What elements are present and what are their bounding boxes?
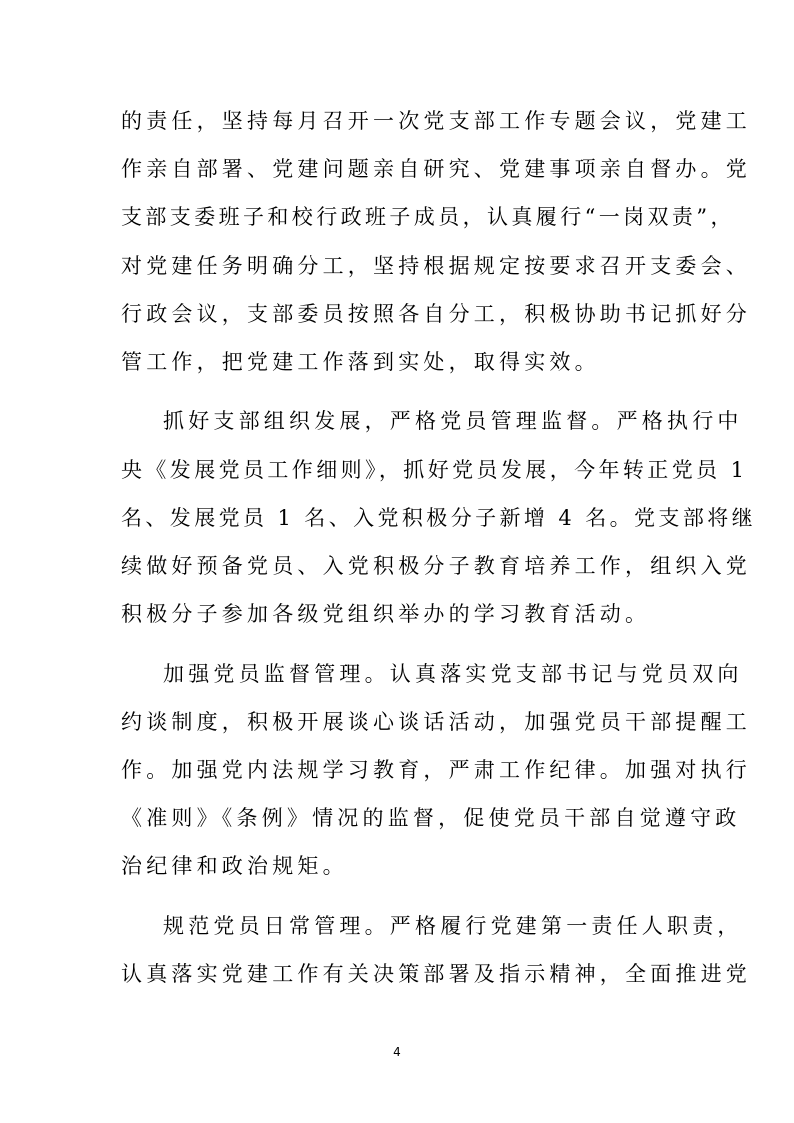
paragraph-1-line-3 bbox=[0, 202, 794, 232]
page-number: 4 bbox=[393, 1045, 401, 1059]
text-line: 续做好预备党员、入党积极分子教育培养工作，组织入党 bbox=[121, 554, 751, 578]
text-line: 认真落实党建工作有关决策部署及指示精神，全面推进党 bbox=[121, 962, 751, 986]
text-line: 的责任，坚持每月召开一次党支部工作专题会议，党建工 bbox=[121, 109, 751, 133]
text-line: 名、发展党员 1 名、入党积极分子新增 4 名。党支部将继 bbox=[121, 506, 757, 530]
paragraph-1-line-6 bbox=[0, 347, 794, 377]
text-line: 约谈制度，积极开展谈心谈话活动，加强党员干部提醒工 bbox=[121, 710, 751, 734]
text-line: 规范党员日常管理。严格履行党建第一责任人职责， bbox=[163, 914, 743, 938]
text-line: 行政会议，支部委员按照各自分工，积极协助书记抓好分 bbox=[121, 302, 751, 326]
paragraph-1-line-1 bbox=[0, 106, 794, 136]
paragraph-3-line-5 bbox=[0, 851, 794, 881]
paragraph-2-line-1 bbox=[0, 406, 794, 436]
text-line: 抓好支部组织发展，严格党员管理监督。严格执行中 bbox=[163, 409, 743, 433]
paragraph-4-line-1 bbox=[0, 911, 794, 941]
paragraph-2-line-4 bbox=[0, 551, 794, 581]
text-line: 作。加强党内法规学习教育，严肃工作纪律。加强对执行 bbox=[121, 758, 751, 782]
paragraph-1-line-4 bbox=[0, 251, 794, 281]
text-line: 加强党员监督管理。认真落实党支部书记与党员双向 bbox=[163, 662, 743, 686]
text-line: 作亲自部署、党建问题亲自研究、党建事项亲自督办。党 bbox=[121, 157, 751, 181]
paragraph-4-line-2 bbox=[0, 959, 794, 989]
text-line: 管工作，把党建工作落到实处，取得实效。 bbox=[121, 350, 600, 374]
text-line: 对党建任务明确分工，坚持根据规定按要求召开支委会、 bbox=[121, 254, 751, 278]
paragraph-3-line-1 bbox=[0, 659, 794, 689]
paragraph-2-line-2 bbox=[0, 455, 794, 485]
paragraph-3-line-4 bbox=[0, 803, 794, 833]
paragraph-3-line-2 bbox=[0, 707, 794, 737]
text-line: 支部支委班子和校行政班子成员，认真履行“一岗双责”， bbox=[121, 205, 735, 229]
text-line: 积极分子参加各级党组织举办的学习教育活动。 bbox=[121, 602, 651, 626]
paragraph-1-line-2 bbox=[0, 154, 794, 184]
text-line: 治纪律和政治规矩。 bbox=[121, 854, 348, 878]
text-line: 央《发展党员工作细则》，抓好党员发展，今年转正党员 1 bbox=[121, 458, 748, 482]
paragraph-2-line-5 bbox=[0, 599, 794, 629]
paragraph-1-line-5 bbox=[0, 299, 794, 329]
text-line: 《准则》《条例》情况的监督，促使党员干部自觉遵守政 bbox=[121, 806, 741, 830]
paragraph-2-line-3 bbox=[0, 503, 794, 533]
paragraph-3-line-3 bbox=[0, 755, 794, 785]
